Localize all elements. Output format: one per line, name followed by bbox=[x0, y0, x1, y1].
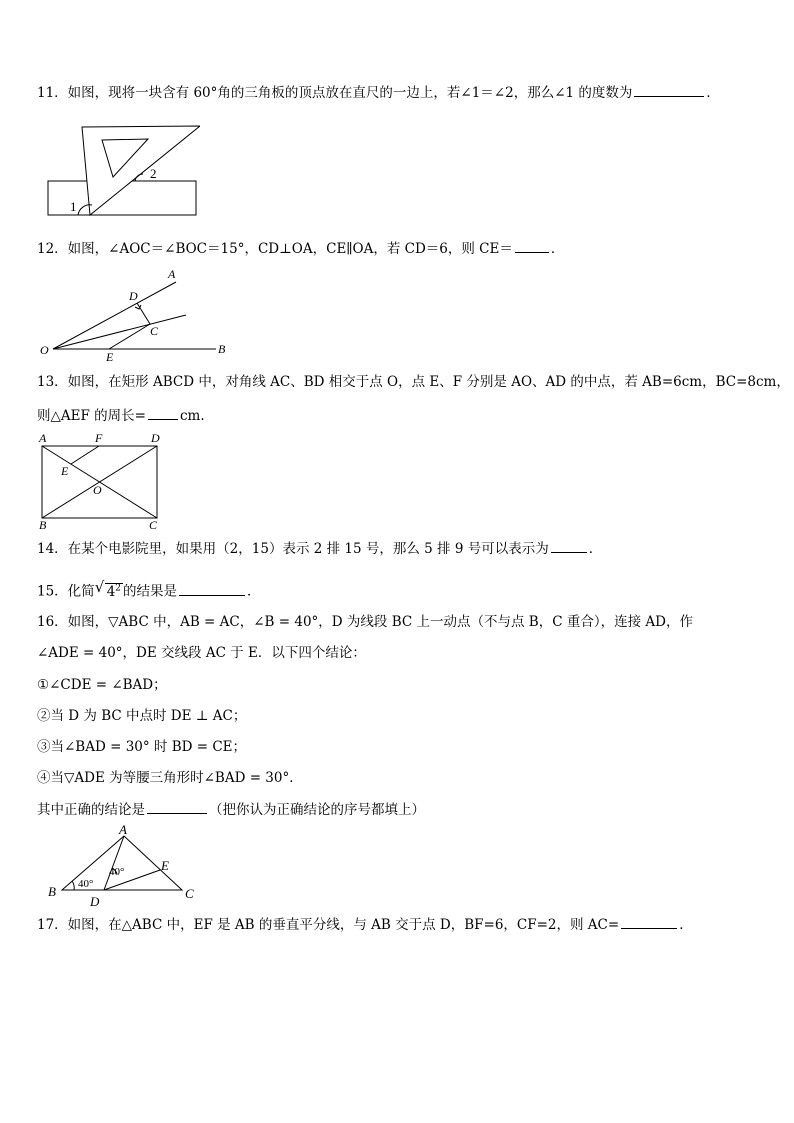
q16-figure bbox=[44, 824, 204, 908]
q16-blank[interactable] bbox=[147, 799, 207, 814]
label-2: 2 bbox=[150, 166, 157, 181]
label-A: A bbox=[39, 431, 47, 445]
segment-EF bbox=[71, 446, 99, 464]
q13-line1: 13．如图，在矩形 ABCD 中，对角线 AC、BD 相交于点 O，点 E、F 分别是 AO、AD 的中点，若 AB=6cm，BC=8cm， bbox=[37, 374, 790, 390]
label-O: O bbox=[40, 343, 49, 357]
segment-CE bbox=[109, 324, 150, 349]
sqrt-expression: √ $4^2$ bbox=[94, 578, 122, 600]
label-O: O bbox=[93, 483, 102, 497]
label-C: C bbox=[149, 518, 158, 532]
q16-answer-line: 其中正确的结论是 （把你认为正确结论的序号都填上） bbox=[37, 799, 425, 820]
label-A: A bbox=[168, 267, 176, 281]
q14-blank[interactable] bbox=[551, 538, 587, 553]
label-B: B bbox=[218, 342, 226, 356]
ray-OC bbox=[53, 315, 186, 349]
label-D: D bbox=[90, 894, 100, 908]
q16-conclusion-3: ③当∠BAD = 30° 时 BD = CE； bbox=[37, 739, 247, 755]
q15-text: 15．化简 √ $4^2$ 的结果是 ． bbox=[37, 578, 261, 600]
label-angle-ADE: 40° bbox=[109, 866, 125, 878]
label-A: A bbox=[119, 824, 127, 837]
label-F: F bbox=[95, 431, 103, 445]
q13-figure bbox=[36, 430, 171, 532]
q16-conclusion-2: ②当 D 为 BC 中点时 DE ⊥ AC； bbox=[37, 708, 247, 724]
label-E: E bbox=[161, 858, 169, 873]
ray-OA bbox=[53, 282, 176, 349]
label-E: E bbox=[61, 464, 69, 478]
q12-text: 12．如图，∠AOC＝∠BOC＝15°，CD⊥OA，CE∥OA，若 CD＝6，则 CE＝ ． bbox=[37, 238, 564, 259]
label-B: B bbox=[48, 884, 56, 899]
label-angle-B: 40° bbox=[78, 878, 94, 890]
label-B: B bbox=[39, 518, 47, 532]
q15-blank[interactable] bbox=[179, 581, 245, 596]
radical-sign: √ bbox=[94, 578, 105, 596]
angle-B-arc bbox=[72, 881, 74, 890]
q16-conclusion-1: ①∠CDE = ∠BAD； bbox=[37, 677, 167, 693]
q17-text: 17．如图，在△ABC 中，EF 是 AB 的垂直平分线，与 AB 交于点 D，BF=6，CF=2，则 AC= ． bbox=[37, 914, 693, 935]
label-D: D bbox=[129, 289, 138, 303]
segment-CD bbox=[137, 303, 150, 324]
label-1: 1 bbox=[70, 199, 77, 214]
q16-conclusion-4: ④当▽ADE 为等腰三角形时∠BAD = 30°． bbox=[37, 770, 303, 786]
label-C: C bbox=[150, 324, 159, 338]
q16-line2: ∠ADE = 40°，DE 交线段 AC 于 E．以下四个结论： bbox=[37, 645, 366, 661]
q12-figure bbox=[38, 264, 238, 364]
q16-line1: 16．如图，▽ABC 中，AB = AC，∠B = 40°，D 为线段 BC 上一动点（不与点 B，C 重合），连接 AD，作 bbox=[37, 614, 693, 630]
label-E: E bbox=[106, 350, 114, 364]
q12-blank[interactable] bbox=[515, 238, 549, 253]
q11-blank[interactable] bbox=[634, 82, 704, 97]
q11-figure bbox=[45, 124, 200, 219]
q13-line2: 则△AEF 的周长= cm. bbox=[37, 405, 205, 426]
label-D: D bbox=[151, 431, 160, 445]
label-C: C bbox=[185, 886, 194, 901]
q14-text: 14．在某个电影院里，如果用（2，15）表示 2 排 15 号，那么 5 排 9 号可以表示为 ． bbox=[37, 538, 602, 559]
q11-text: 11．如图，现将一块含有 60°角的三角板的顶点放在直尺的一边上，若∠1＝∠2，那么∠1 的度数为 ． bbox=[37, 82, 720, 103]
q17-blank[interactable] bbox=[621, 914, 677, 929]
q13-blank[interactable] bbox=[148, 405, 178, 420]
